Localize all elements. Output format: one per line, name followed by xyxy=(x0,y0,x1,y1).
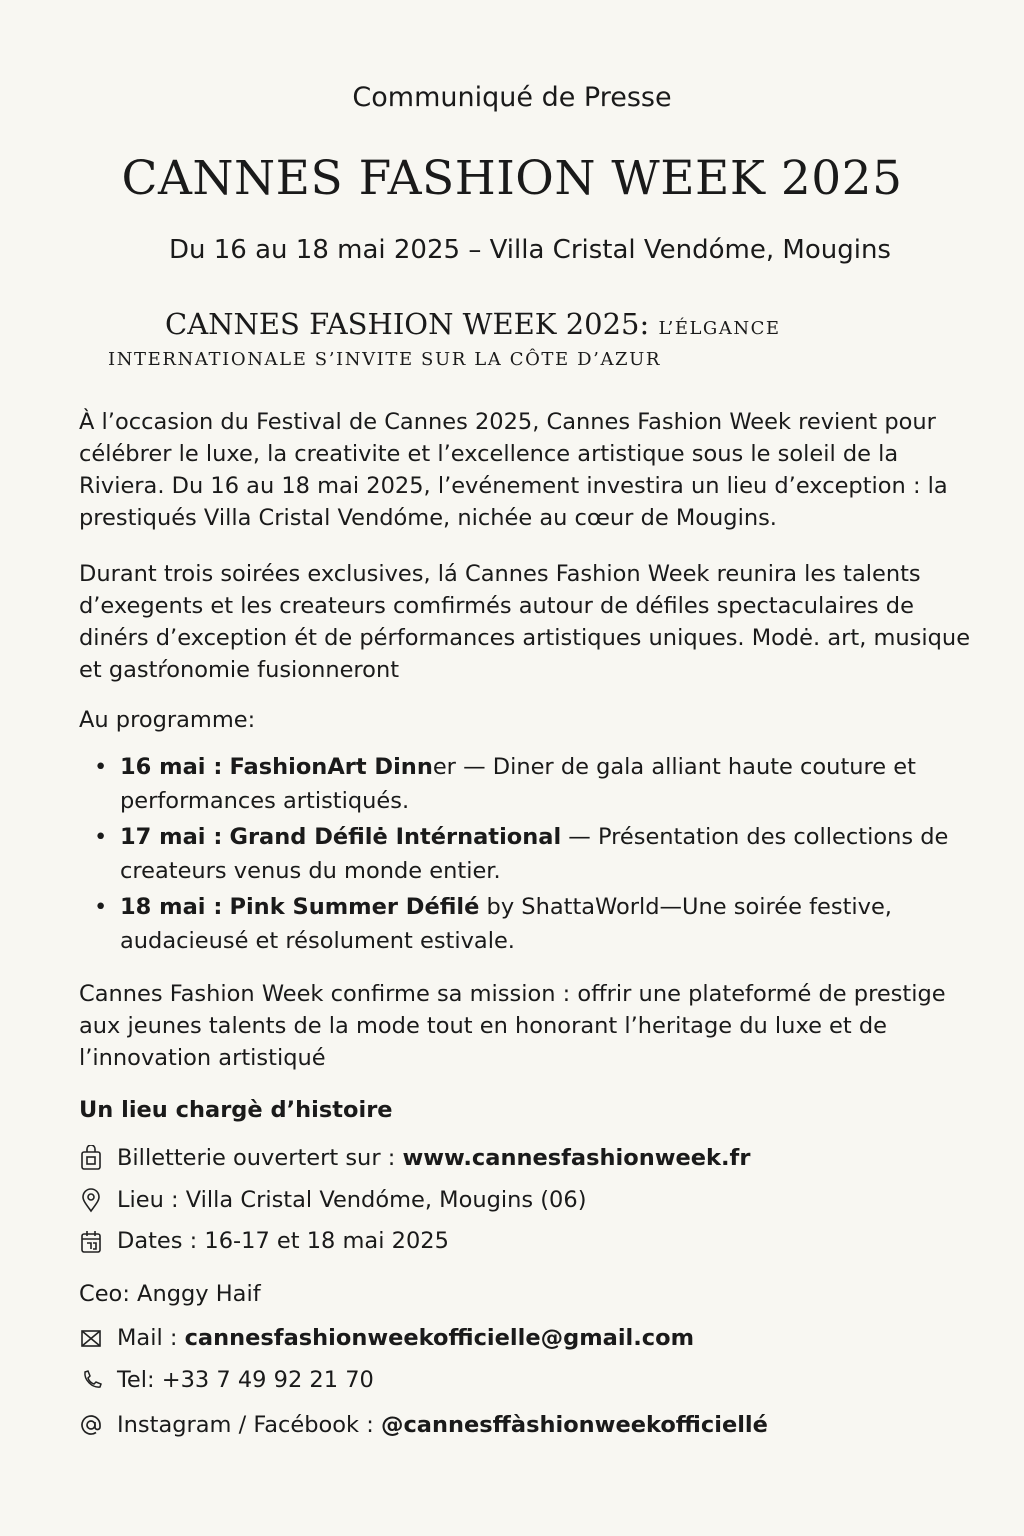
program-description: by ShattaWorld—Une soirée festive, audacieusé et résolument estivale. xyxy=(120,894,892,954)
phone-row xyxy=(79,1364,374,1396)
calendar-icon xyxy=(79,1228,103,1254)
ticketing-row xyxy=(79,1142,750,1174)
mail-icon xyxy=(79,1325,103,1351)
phone-icon xyxy=(79,1367,103,1393)
headline-main: CANNES FASHION WEEK 2025: xyxy=(165,307,650,341)
headline-small-caps: L’ÉLGANCE xyxy=(658,318,781,339)
program-date: 18 mai : xyxy=(120,894,223,920)
page-title: CANNES FASHION WEEK 2025 xyxy=(121,151,903,206)
section-title: Un lieu chargè d’histoire xyxy=(79,1097,393,1123)
description-paragraph: Durant trois soirées exclusives, lá Cannes Fashion Week reunira les talents d’exegents et les createurs comfirmés autour de défiles spectaculaires de dinérs d’exception ét de pérformances artistiques uniques. Modė. art, musique et gastŕonomie fusionneront xyxy=(79,561,971,683)
program-date: 17 mai : xyxy=(120,824,223,850)
list-item xyxy=(92,820,952,888)
ticketing-label: Billetterie ouvertert sur : xyxy=(117,1145,396,1171)
list-item xyxy=(92,890,952,958)
social-handle[interactable]: @cannesffàshionweekofficiellé xyxy=(380,1412,768,1438)
program-list xyxy=(92,750,952,960)
location-pin-icon xyxy=(79,1187,103,1213)
list-item xyxy=(92,750,952,818)
dates-text: Dates : 16-17 et 18 mai 2025 xyxy=(117,1228,449,1254)
mail-link[interactable]: cannesfashionweekofficielle@gmail.com xyxy=(184,1325,695,1351)
ticket-icon xyxy=(79,1145,103,1171)
program-date: 16 mai : xyxy=(120,754,223,780)
intro-paragraph: À l’occasion du Festival de Cannes 2025, Cannes Fashion Week revient pour célébrer le luxe, la creativite et l’excellence artistique sous le soleil de la Riviera. Du 16 au 18 mai 2025, l’evénement investira un lieu d’exception : la prestiqués Villa Cristal Vendóme, nichée au cœur de Mougins. xyxy=(79,409,948,531)
ticketing-link[interactable]: www.cannesfashionweek.fr xyxy=(402,1145,751,1171)
social-row xyxy=(79,1409,768,1441)
headline-line-2: INTERNATIONALE S’INVITE SUR LA CÔTE D’AZUR xyxy=(108,349,662,370)
at-icon xyxy=(79,1412,103,1438)
program-label: Au programme: xyxy=(79,707,256,733)
program-description: — Présentation des collections de createurs venus du monde entier. xyxy=(120,824,949,884)
phone-text: Tel: +33 7 49 92 21 70 xyxy=(117,1367,374,1393)
program-event: Pink Summer Défilé xyxy=(229,894,480,920)
event-dates-subtitle: Du 16 au 18 mai 2025 – Villa Cristal Vendóme, Mougins xyxy=(169,235,891,265)
headline-line-1 xyxy=(108,306,908,347)
program-description: er — Diner de gala alliant haute couture et performances artistiqués. xyxy=(120,754,916,814)
program-event: Grand Défilė Intérnational xyxy=(229,824,562,850)
document-kicker: Communiqué de Presse xyxy=(352,82,672,113)
mail-label: Mail : xyxy=(117,1325,178,1351)
mission-paragraph: Cannes Fashion Week confirme sa mission : offrir une plateformé de prestige aux jeunes talents de la mode tout en honorant l’heritage du luxe et de l’innovation artistiqué xyxy=(79,981,946,1071)
social-label: Instagram / Facébook : xyxy=(117,1412,374,1438)
program-event: FashionArt Dinn xyxy=(229,754,433,780)
mail-row xyxy=(79,1322,694,1354)
ceo-row xyxy=(79,1278,261,1310)
location-row xyxy=(79,1184,586,1216)
location-text: Lieu : Villa Cristal Vendóme, Mougins (06) xyxy=(117,1187,587,1213)
dates-row xyxy=(79,1225,449,1257)
headline xyxy=(108,306,908,373)
ceo-text: Ceo: Anggy Haif xyxy=(79,1281,261,1307)
